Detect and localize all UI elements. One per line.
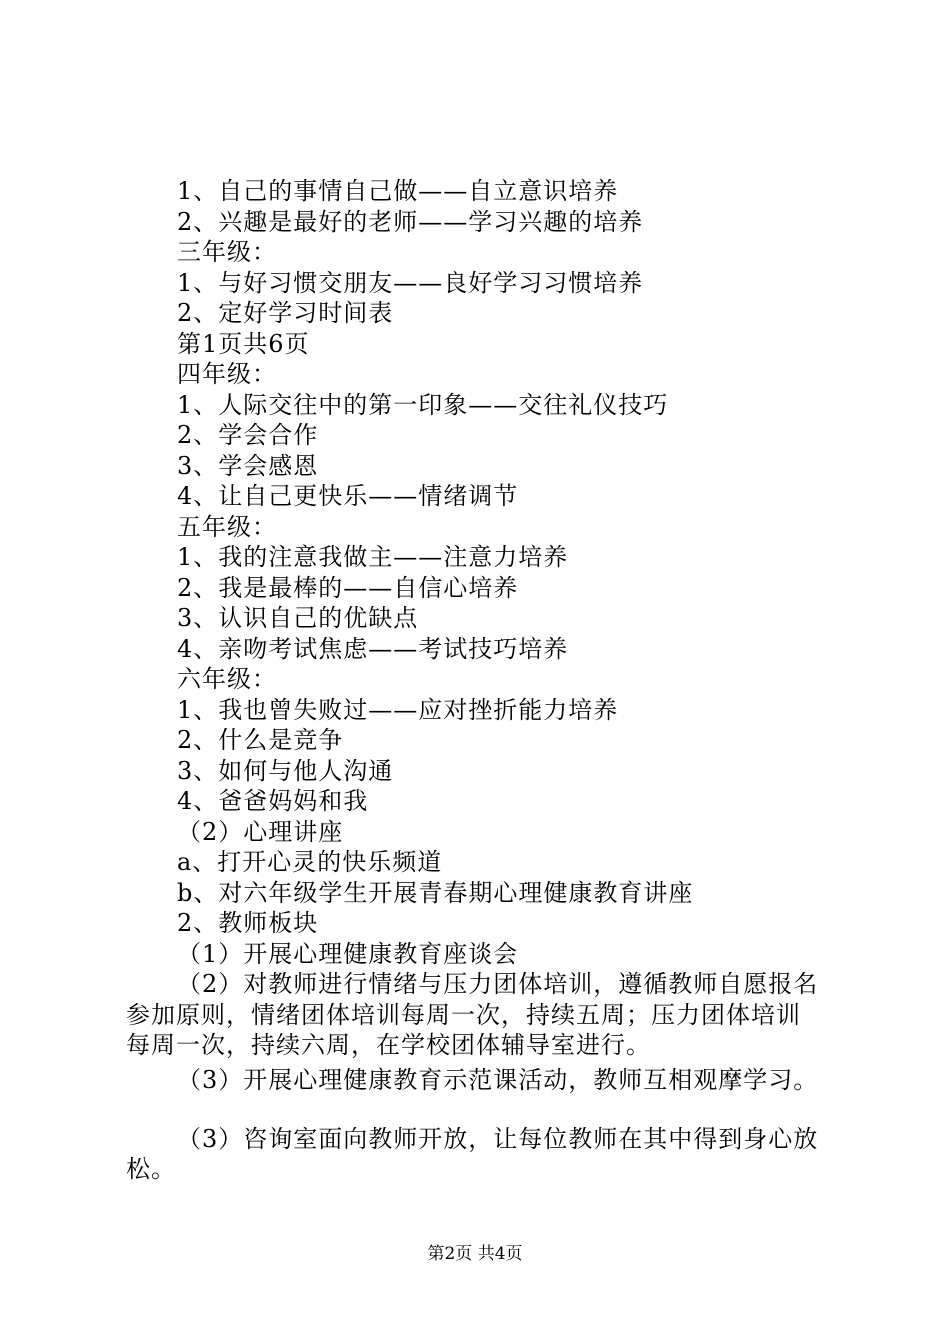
section-heading: 三年级： xyxy=(177,238,277,266)
text-line: 4、爸爸妈妈和我 xyxy=(177,787,369,815)
text-line: 1、我的注意我做主——注意力培养 xyxy=(177,543,569,571)
text-line: a、打开心灵的快乐频道 xyxy=(177,848,443,876)
page-footer: 第2页 共4页 xyxy=(427,1244,523,1264)
page-marker: 第1页共6页 xyxy=(177,330,310,358)
text-line: （1）开展心理健康教育座谈会 xyxy=(177,940,519,968)
text-line: 2、什么是竞争 xyxy=(177,726,344,754)
text-line: 2、定好学习时间表 xyxy=(177,299,394,327)
paragraph-line: （3）咨询室面向教师开放，让每位教师在其中得到身心放 xyxy=(177,1125,819,1153)
text-line: 3、如何与他人沟通 xyxy=(177,757,394,785)
text-line: 4、让自己更快乐——情绪调节 xyxy=(177,482,519,510)
text-line: 4、亲吻考试焦虑——考试技巧培养 xyxy=(177,635,569,663)
text-line: 2、教师板块 xyxy=(177,909,319,937)
text-line: 1、我也曾失败过——应对挫折能力培养 xyxy=(177,696,619,724)
text-line: 1、与好习惯交朋友——良好学习习惯培养 xyxy=(177,269,644,297)
text-line: 3、认识自己的优缺点 xyxy=(177,604,419,632)
text-line: 2、我是最棒的——自信心培养 xyxy=(177,574,519,602)
section-heading: 五年级： xyxy=(177,513,277,541)
text-line: 1、人际交往中的第一印象——交往礼仪技巧 xyxy=(177,391,669,419)
paragraph-line: 松。 xyxy=(126,1155,176,1183)
paragraph-line: 参加原则，情绪团体培训每周一次，持续五周；压力团体培训 xyxy=(126,1001,801,1029)
paragraph-line: （2）对教师进行情绪与压力团体培训，遵循教师自愿报名 xyxy=(177,970,819,998)
text-line: b、对六年级学生开展青春期心理健康教育讲座 xyxy=(177,879,694,907)
section-heading: 六年级： xyxy=(177,665,277,693)
text-line: 1、自己的事情自己做——自立意识培养 xyxy=(177,177,619,205)
paragraph-line: （3）开展心理健康教育示范课活动，教师互相观摩学习。 xyxy=(177,1066,819,1094)
text-line: 3、学会感恩 xyxy=(177,452,319,480)
text-line: （2）心理讲座 xyxy=(177,818,344,846)
section-heading: 四年级： xyxy=(177,360,277,388)
text-line: 2、兴趣是最好的老师——学习兴趣的培养 xyxy=(177,208,644,236)
text-line: 2、学会合作 xyxy=(177,421,319,449)
paragraph-line: 每周一次，持续六周，在学校团体辅导室进行。 xyxy=(126,1031,651,1059)
